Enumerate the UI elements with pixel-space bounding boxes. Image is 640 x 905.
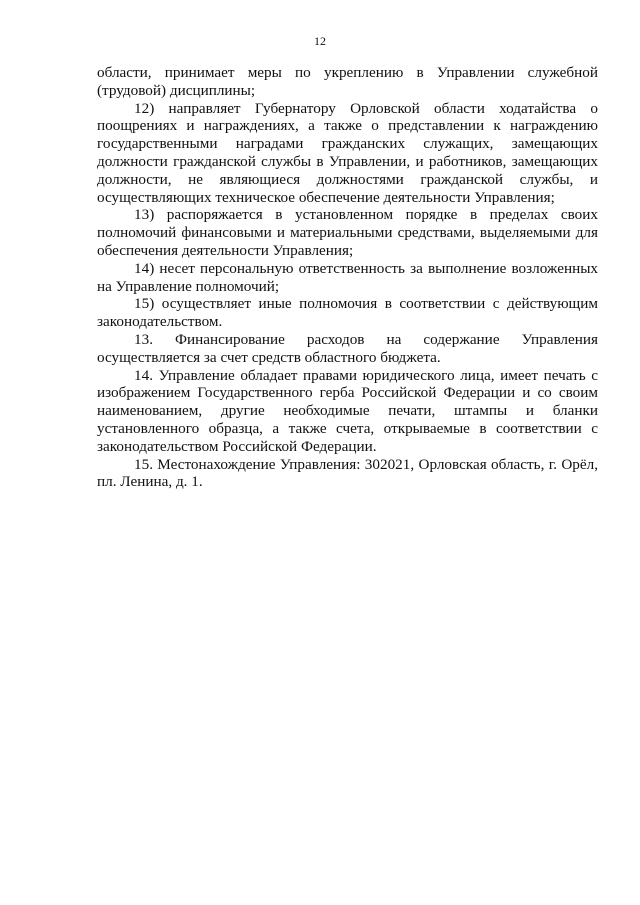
paragraph-item-15: 15) осуществляет иные полномочия в соответствии с действующим законодательством. bbox=[97, 295, 598, 331]
paragraph-item-14: 14) несет персональную ответственность за выполнение возложенных на Управление полномочий; bbox=[97, 259, 598, 295]
paragraph-section-13-financing: 13. Финансирование расходов на содержание Управления осуществляется за счет средств областного бюджета. bbox=[97, 330, 598, 366]
document-body bbox=[97, 64, 598, 491]
paragraph-discipline-continuation: области, принимает меры по укреплению в Управлении служебной (трудовой) дисциплины; bbox=[97, 64, 598, 99]
paragraph-section-14-legal-entity: 14. Управление обладает правами юридического лица, имеет печать с изображением Государственного герба Российской Федерации и со своим наименованием, другие необходимые печати, штампы и бланки установленного образца, а также счета, открываемые в соответствии с законодательством Российской Федерации. bbox=[97, 366, 598, 455]
paragraph-item-13: 13) распоряжается в установленном порядке в пределах своих полномочий финансовыми и материальными средствами, выделяемыми для обеспечения деятельности Управления; bbox=[97, 206, 598, 259]
paragraph-section-15-location: 15. Местонахождение Управления: 302021, Орловская область, г. Орёл, пл. Ленина, д. 1. bbox=[97, 455, 598, 491]
paragraph-item-12: 12) направляет Губернатору Орловской области ходатайства о поощрениях и награждениях, а также о представлении к награждению государственными наградами гражданских служащих, замещающих должности гражданской службы в Управлении, и работников, замещающих должности, не являющиеся должностями гражданской службы, и осуществляющих техническое обеспечение деятельности Управления; bbox=[97, 99, 598, 206]
page-number: 12 bbox=[314, 34, 326, 48]
